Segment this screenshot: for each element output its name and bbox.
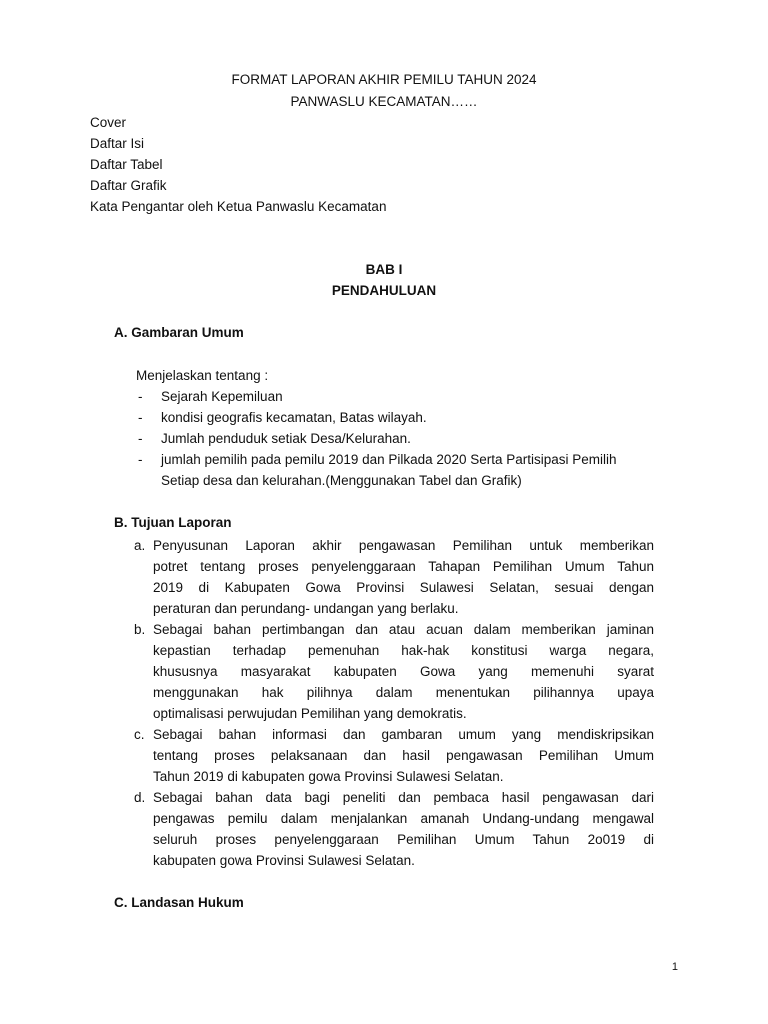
paragraph-line: Sebagai bahan data bagi peneliti dan pembaca hasil pengawasan dari (153, 790, 654, 805)
section-heading-c: C. Landasan Hukum (114, 895, 244, 910)
section-heading-b: B. Tujuan Laporan (114, 515, 232, 530)
document-subtitle: PANWASLU KECAMATAN…… (290, 94, 478, 109)
chapter-number: BAB I (365, 262, 403, 277)
bullet-item: Jumlah penduduk setiak Desa/Kelurahan. (161, 431, 411, 446)
paragraph-line: tentang proses pelaksanaan dan hasil pengawasan Pemilihan Umum (153, 748, 654, 763)
page-number: 1 (671, 961, 678, 973)
paragraph-line: Tahun 2019 di kabupaten gowa Provinsi Sulawesi Selatan. (153, 769, 504, 784)
bullet-item: kondisi geografis kecamatan, Batas wilayah. (161, 410, 427, 425)
list-marker: a. (134, 538, 146, 553)
paragraph-line: optimalisasi perwujudan Pemilihan yang demokratis. (153, 706, 467, 721)
bullet-marker: - (138, 452, 143, 467)
section-heading-a: A. Gambaran Umum (114, 325, 244, 340)
paragraph-line: khususnya masyarakat kabupaten Gowa yang memenuhi syarat (153, 664, 654, 679)
paragraph-line: potret tentang proses penyelenggaraan Tahapan Pemilihan Umum Tahun (153, 559, 654, 574)
paragraph-line: pengawas pemilu dalam menjalankan amanah Undang-undang mengawal (153, 811, 654, 826)
chapter-title: PENDAHULUAN (331, 283, 437, 298)
paragraph-line: kepastian terhadap pemenuhan hak-hak konstitusi warga negara, (153, 643, 654, 658)
front-matter-item: Daftar Isi (90, 136, 145, 151)
bullet-marker: - (138, 431, 143, 446)
list-marker: b. (134, 622, 146, 637)
front-matter-item: Kata Pengantar oleh Ketua Panwaslu Kecamatan (90, 199, 387, 214)
paragraph-line: peraturan dan perundang- undangan yang berlaku. (153, 601, 459, 616)
bullet-item-continuation: Setiap desa dan kelurahan.(Menggunakan Tabel dan Grafik) (161, 473, 522, 488)
paragraph-line: menggunakan hak pilihnya dalam menentukan pilihannya upaya (153, 685, 654, 700)
bullet-item: Sejarah Kepemiluan (161, 389, 283, 404)
section-a-intro: Menjelaskan tentang : (136, 368, 269, 383)
list-marker: c. (134, 727, 145, 742)
paragraph-line: Penyusunan Laporan akhir pengawasan Pemilihan untuk memberikan (153, 538, 654, 553)
paragraph-line: kabupaten gowa Provinsi Sulawesi Selatan. (153, 853, 415, 868)
front-matter-item: Cover (90, 115, 127, 130)
list-marker: d. (134, 790, 146, 805)
paragraph-line: seluruh proses penyelenggaraan Pemilihan Umum Tahun 2o019 di (153, 832, 654, 847)
paragraph-line: Sebagai bahan pertimbangan dan atau acuan dalam memberikan jaminan (153, 622, 654, 637)
bullet-marker: - (138, 410, 143, 425)
document-title: FORMAT LAPORAN AKHIR PEMILU TAHUN 2024 (231, 72, 537, 87)
paragraph-line: Sebagai bahan informasi dan gambaran umum yang mendiskripsikan (153, 727, 654, 742)
front-matter-item: Daftar Grafik (90, 178, 167, 193)
front-matter-item: Daftar Tabel (90, 157, 163, 172)
paragraph-line: 2019 di Kabupaten Gowa Provinsi Sulawesi Selatan, sesuai dengan (153, 580, 654, 595)
bullet-marker: - (138, 389, 143, 404)
bullet-item: jumlah pemilih pada pemilu 2019 dan Pilkada 2020 Serta Partisipasi Pemilih (161, 452, 617, 467)
